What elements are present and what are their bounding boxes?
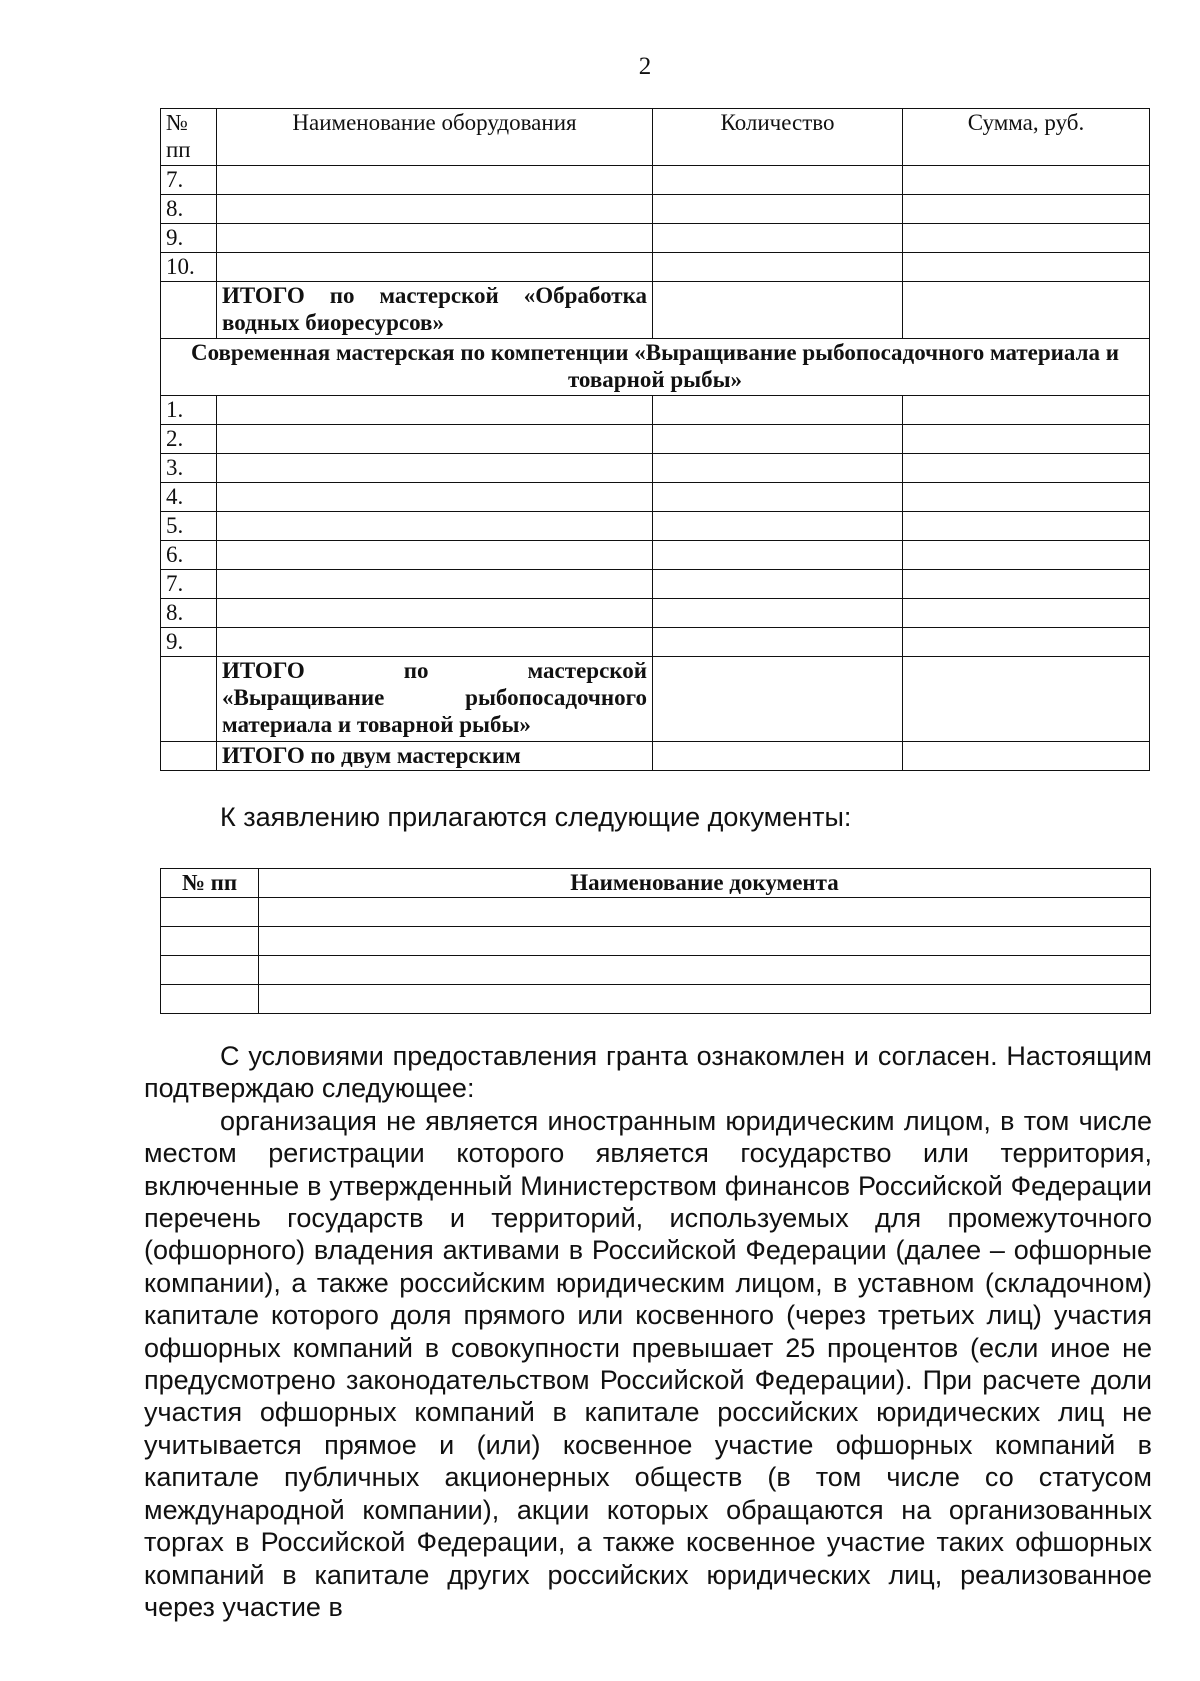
documents-row	[161, 927, 1151, 956]
row-sum-cell	[903, 396, 1150, 425]
table-row	[161, 425, 1150, 454]
row-qty-cell	[653, 425, 903, 454]
header-num: № пп	[161, 109, 217, 166]
row-number: 6.	[161, 541, 217, 570]
page-number: 2	[638, 53, 652, 80]
doc-num-cell	[161, 927, 259, 956]
total-label-word: по	[403, 658, 429, 683]
table-row	[161, 253, 1150, 282]
row-sum-cell	[903, 599, 1150, 628]
total-label-both: ИТОГО по двум мастерским	[217, 742, 653, 771]
row-sum-cell	[903, 541, 1150, 570]
table-row	[161, 599, 1150, 628]
row-qty-cell	[653, 628, 903, 657]
table-row	[161, 483, 1150, 512]
doc-name-cell	[259, 927, 1151, 956]
total-label-line	[222, 684, 647, 711]
row-name-cell	[217, 541, 653, 570]
row-number: 8.	[161, 195, 217, 224]
row-number: 7.	[161, 166, 217, 195]
documents-row	[161, 956, 1151, 985]
row-qty-cell	[653, 570, 903, 599]
doc-name-cell	[259, 898, 1151, 927]
row-name-cell	[217, 599, 653, 628]
total-label-word: «Выращивание	[222, 685, 385, 710]
table-row	[161, 628, 1150, 657]
paragraph-confirmation: организация не является иностранным юридическим лицом, в том числе местом регистрации которого является государство или территория, включенные в утвержденный Министерством финансов Российской Федерации перечень государств и территорий, используемых для промежуточного (офшорного) владения активами в Российской Федерации (далее – офшорные компании), а также российским юридическим лицом, в уставном (складочном) капитале которого доля прямого или косвенного (через третьих лиц) участия офшорных компаний в совокупности превышает 25 процентов (если иное не предусмотрено законодательством Российской Федерации). При расчете доли участия офшорных компаний в капитале российских юридических лиц не учитывается прямое и (или) косвенное участие офшорных компаний в капитале публичных акционерных обществ (в том числе со статусом международной компании), акции которых обращаются на организованных торгах в Российской Федерации, а также косвенное участие таких офшорных компаний в капитале других российских юридических лиц, реализованное через участие в	[144, 1105, 1152, 1622]
table-row	[161, 570, 1150, 599]
row-qty-cell	[653, 483, 903, 512]
row-number: 7.	[161, 570, 217, 599]
row-name-cell	[217, 483, 653, 512]
table-row	[161, 541, 1150, 570]
header-name: Наименование оборудования	[217, 109, 653, 166]
table-row	[161, 454, 1150, 483]
row-sum-cell	[903, 224, 1150, 253]
equipment-table-header	[161, 109, 1150, 166]
doc-num-cell	[161, 898, 259, 927]
row-number: 8.	[161, 599, 217, 628]
row-name-cell	[217, 396, 653, 425]
row-sum-cell	[903, 195, 1150, 224]
section-title: Современная мастерская по компетенции «Выращивание рыбопосадочного материала и товарной рыбы»	[161, 339, 1150, 396]
row-name-cell	[217, 454, 653, 483]
total-qty-cell	[653, 657, 903, 742]
total-label-line: материала и товарной рыбы»	[222, 712, 531, 737]
row-number: 10.	[161, 253, 217, 282]
total-sum-cell	[903, 657, 1150, 742]
documents-table	[160, 868, 1151, 1014]
row-number: 9.	[161, 224, 217, 253]
total-label-line	[222, 657, 647, 684]
row-name-cell	[217, 628, 653, 657]
row-qty-cell	[653, 396, 903, 425]
row-sum-cell	[903, 570, 1150, 599]
table-row	[161, 396, 1150, 425]
documents-row	[161, 985, 1151, 1014]
row-sum-cell	[903, 512, 1150, 541]
row-number: 1.	[161, 396, 217, 425]
row-number: 4.	[161, 483, 217, 512]
total-label-fish	[217, 657, 653, 742]
row-sum-cell	[903, 628, 1150, 657]
total-row-processing	[161, 282, 1150, 339]
total-row-both	[161, 742, 1150, 771]
equipment-table	[160, 108, 1150, 771]
total-label-word: ИТОГО	[222, 658, 305, 683]
row-number: 3.	[161, 454, 217, 483]
row-name-cell	[217, 253, 653, 282]
row-qty-cell	[653, 512, 903, 541]
row-number: 2.	[161, 425, 217, 454]
documents-row	[161, 898, 1151, 927]
row-sum-cell	[903, 483, 1150, 512]
attachments-intro: К заявлению прилагаются следующие документы:	[220, 802, 852, 832]
documents-table-header	[161, 869, 1151, 898]
total-sum-cell	[903, 282, 1150, 339]
row-qty-cell	[653, 224, 903, 253]
row-qty-cell	[653, 454, 903, 483]
total-num-cell	[161, 657, 217, 742]
total-qty-cell	[653, 742, 903, 771]
row-name-cell	[217, 512, 653, 541]
doc-num-cell	[161, 985, 259, 1014]
row-qty-cell	[653, 541, 903, 570]
row-qty-cell	[653, 195, 903, 224]
table-row	[161, 224, 1150, 253]
total-num-cell	[161, 282, 217, 339]
row-number: 9.	[161, 628, 217, 657]
total-label-word: мастерской	[527, 658, 647, 683]
row-sum-cell	[903, 166, 1150, 195]
section-row	[161, 339, 1150, 396]
table-row	[161, 512, 1150, 541]
total-label-word: рыбопосадочного	[465, 685, 647, 710]
row-qty-cell	[653, 253, 903, 282]
body-text	[144, 1040, 1152, 1623]
row-sum-cell	[903, 454, 1150, 483]
row-name-cell	[217, 425, 653, 454]
doc-name-cell	[259, 985, 1151, 1014]
total-sum-cell	[903, 742, 1150, 771]
row-name-cell	[217, 166, 653, 195]
docs-header-name: Наименование документа	[259, 869, 1151, 898]
total-label-processing: ИТОГО по мастерской «Обработка водных биоресурсов»	[217, 282, 653, 339]
total-row-fish	[161, 657, 1150, 742]
total-num-cell	[161, 742, 217, 771]
row-qty-cell	[653, 599, 903, 628]
row-name-cell	[217, 224, 653, 253]
table-row	[161, 166, 1150, 195]
header-sum: Сумма, руб.	[903, 109, 1150, 166]
row-number: 5.	[161, 512, 217, 541]
docs-header-num: № пп	[161, 869, 259, 898]
row-name-cell	[217, 195, 653, 224]
doc-num-cell	[161, 956, 259, 985]
total-qty-cell	[653, 282, 903, 339]
row-name-cell	[217, 570, 653, 599]
paragraph-conditions: С условиями предоставления гранта ознакомлен и согласен. Настоящим подтверждаю следующее:	[144, 1041, 1152, 1104]
table-row	[161, 195, 1150, 224]
row-qty-cell	[653, 166, 903, 195]
header-qty: Количество	[653, 109, 903, 166]
row-sum-cell	[903, 253, 1150, 282]
row-sum-cell	[903, 425, 1150, 454]
doc-name-cell	[259, 956, 1151, 985]
